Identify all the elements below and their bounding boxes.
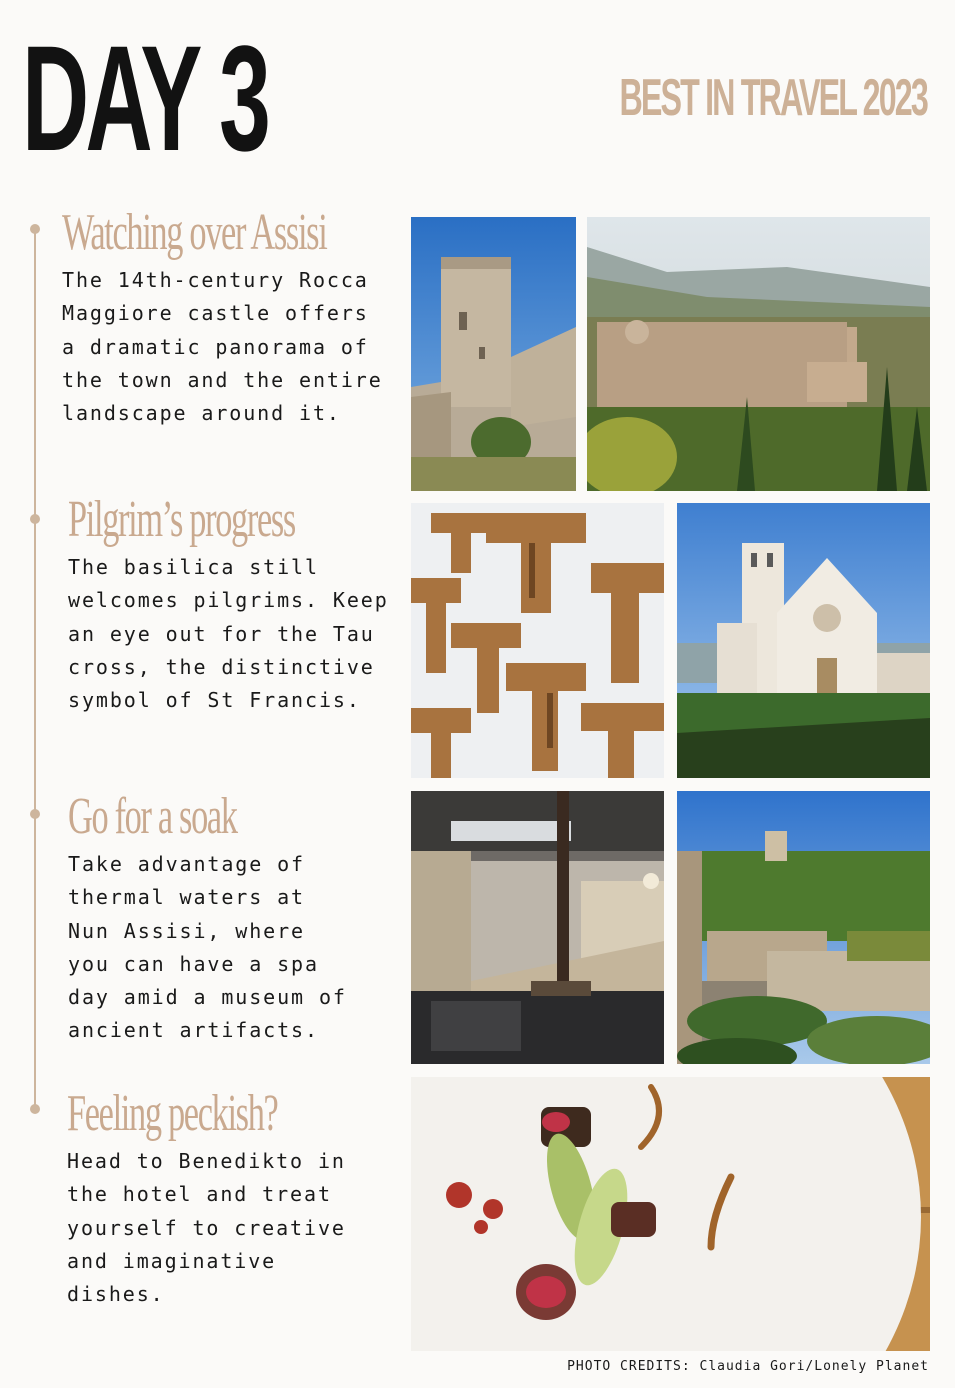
section-body: [68, 551, 412, 717]
body-line: symbol of St Francis.: [68, 688, 361, 713]
castle-photo: [411, 217, 576, 491]
body-line: and imaginative: [67, 1248, 277, 1273]
photo-credits: PHOTO CREDITS: Claudia Gori/Lonely Planet: [567, 1359, 929, 1374]
section-peckish: [67, 1085, 386, 1311]
day-title: DAY 3: [22, 14, 268, 182]
body-line: you can have a spa: [68, 951, 319, 976]
section-body: [67, 1145, 386, 1311]
section-assisi: [62, 204, 463, 430]
body-line: Nun Assisi, where: [68, 918, 305, 943]
section-title: Go for a soak: [68, 788, 237, 845]
town-panorama-photo: [587, 217, 930, 491]
garden-photo: [677, 791, 930, 1064]
timeline-dot: [30, 809, 40, 819]
section-title: Feeling peckish?: [67, 1085, 278, 1142]
section-pilgrim: [68, 491, 412, 717]
spa-photo: [411, 791, 664, 1064]
section-title: Watching over Assisi: [62, 204, 327, 261]
body-line: the hotel and treat: [67, 1182, 332, 1207]
body-line: day amid a museum of: [68, 985, 347, 1010]
body-line: yourself to creative: [67, 1215, 346, 1240]
body-line: an eye out for the Tau: [68, 621, 375, 646]
section-title: Pilgrim’s progress: [68, 491, 295, 548]
body-line: The 14th-century Rocca: [62, 268, 369, 292]
body-line: welcomes pilgrims. Keep: [68, 588, 389, 613]
section-soak: [68, 788, 347, 1048]
body-line: The basilica still: [68, 555, 319, 579]
basilica-photo: [677, 503, 930, 778]
section-body: [68, 848, 347, 1048]
section-body: [62, 264, 463, 430]
body-line: the town and the entire: [62, 367, 383, 392]
body-line: Take advantage of: [68, 852, 305, 876]
body-line: Maggiore castle offers: [62, 301, 369, 326]
timeline-dot: [30, 1104, 40, 1114]
timeline-dot: [30, 224, 40, 234]
tau-crosses-photo: [411, 503, 664, 778]
body-line: a dramatic panorama of: [62, 334, 369, 359]
body-line: ancient artifacts.: [68, 1018, 319, 1043]
body-line: Head to Benedikto in: [67, 1149, 346, 1173]
body-line: thermal waters at: [68, 885, 305, 910]
timeline-dot: [30, 514, 40, 524]
timeline-line: [34, 228, 36, 1113]
body-line: landscape around it.: [62, 401, 341, 426]
dish-photo: [411, 1077, 930, 1351]
body-line: cross, the distinctive: [68, 654, 375, 679]
body-line: dishes.: [67, 1282, 165, 1307]
brand-label: BEST IN TRAVEL 2023: [619, 69, 927, 127]
